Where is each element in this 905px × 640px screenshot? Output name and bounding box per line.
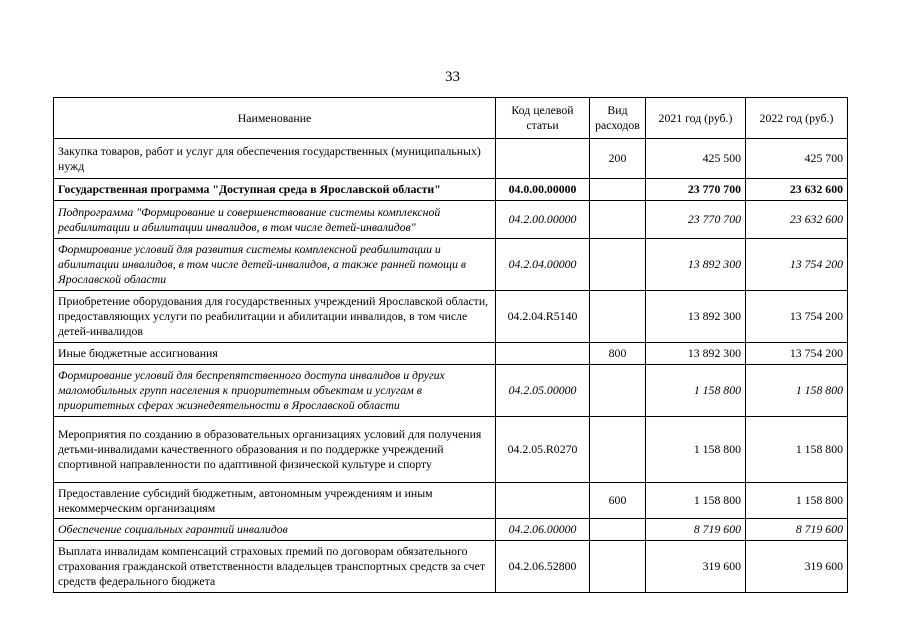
header-code: Код целевой статьи [496,98,590,139]
row-name-cell: Мероприятия по созданию в образовательных организациях условий для получения детьми-инвалидами качественного образования и по поддержке учреждений спортивной направленности по адаптивной физической культуре и спорту [54,417,496,483]
row-2021-amount-cell: 13 892 300 [646,343,746,365]
row-2021-amount-cell: 23 770 700 [646,201,746,239]
row-code-cell [496,139,590,179]
row-2022-amount-cell: 8 719 600 [746,519,848,541]
row-code-cell: 04.2.00.00000 [496,201,590,239]
page-number: 33 [445,69,460,85]
row-2021-amount-cell: 13 892 300 [646,239,746,291]
row-expense-type-cell [590,201,646,239]
row-2022-amount-cell: 319 600 [746,541,848,593]
row-2022-amount-cell: 13 754 200 [746,239,848,291]
table-row [54,343,848,365]
table-row [54,239,848,291]
row-code-cell [496,343,590,365]
row-name-cell: Закупка товаров, работ и услуг для обеспечения государственных (муниципальных) нужд [54,139,496,179]
row-2022-amount-cell: 1 158 800 [746,483,848,519]
row-code-cell: 04.2.06.52800 [496,541,590,593]
row-code-cell: 04.2.04.R5140 [496,291,590,343]
table-row [54,365,848,417]
row-expense-type-cell [590,291,646,343]
table-row [54,201,848,239]
row-2021-amount-cell: 13 892 300 [646,291,746,343]
header-year-2021: 2021 год (руб.) [646,98,746,139]
row-name-cell: Предоставление субсидий бюджетным, автономным учреждениям и иным некоммерческим организациям [54,483,496,519]
row-name-cell: Государственная программа "Доступная среда в Ярославской области" [54,179,496,201]
row-code-cell: 04.2.05.R0270 [496,417,590,483]
row-code-cell: 04.2.05.00000 [496,365,590,417]
row-2022-amount-cell: 23 632 600 [746,201,848,239]
row-code-cell [496,483,590,519]
row-name-cell: Подпрограмма "Формирование и совершенствование системы комплексной реабилитации и абилитации инвалидов, в том числе детей-инвалидов" [54,201,496,239]
row-2021-amount-cell: 1 158 800 [646,483,746,519]
budget-table [53,97,848,593]
header-expense-type: Вид расходов [590,98,646,139]
table-header-row [54,98,848,139]
row-2021-amount-cell: 8 719 600 [646,519,746,541]
table-row [54,483,848,519]
row-expense-type-cell: 600 [590,483,646,519]
row-expense-type-cell [590,541,646,593]
table-body [54,139,848,593]
table-row [54,519,848,541]
row-2021-amount-cell: 1 158 800 [646,365,746,417]
row-name-cell: Формирование условий для развития системы комплексной реабилитации и абилитации инвалидов, в том числе детей-инвалидов, а также ранней помощи в Ярославской области [54,239,496,291]
table-row [54,291,848,343]
row-expense-type-cell: 800 [590,343,646,365]
row-2021-amount-cell: 319 600 [646,541,746,593]
header-year-2022: 2022 год (руб.) [746,98,848,139]
table-row [54,179,848,201]
table-row [54,139,848,179]
row-name-cell: Приобретение оборудования для государственных учреждений Ярославской области, предоставляющих услуги по реабилитации и абилитации инвалидов, в том числе детей-инвалидов [54,291,496,343]
row-2022-amount-cell: 1 158 800 [746,365,848,417]
row-code-cell: 04.0.00.00000 [496,179,590,201]
row-expense-type-cell: 200 [590,139,646,179]
table-row [54,417,848,483]
table-row [54,541,848,593]
row-2022-amount-cell: 23 632 600 [746,179,848,201]
row-name-cell: Обеспечение социальных гарантий инвалидов [54,519,496,541]
row-expense-type-cell [590,239,646,291]
row-2021-amount-cell: 425 500 [646,139,746,179]
header-name: Наименование [54,98,496,139]
row-2021-amount-cell: 23 770 700 [646,179,746,201]
row-expense-type-cell [590,519,646,541]
row-name-cell: Формирование условий для беспрепятственного доступа инвалидов и других маломобильных групп населения к приоритетным объектам и услугам в приоритетных сферах жизнедеятельности в Ярославской области [54,365,496,417]
row-2022-amount-cell: 13 754 200 [746,291,848,343]
row-code-cell: 04.2.04.00000 [496,239,590,291]
row-expense-type-cell [590,179,646,201]
row-2022-amount-cell: 13 754 200 [746,343,848,365]
row-name-cell: Иные бюджетные ассигнования [54,343,496,365]
row-2022-amount-cell: 1 158 800 [746,417,848,483]
row-2022-amount-cell: 425 700 [746,139,848,179]
row-name-cell: Выплата инвалидам компенсаций страховых премий по договорам обязательного страхования гражданской ответственности владельцев транспортных средств за счет средств федерального бюджета [54,541,496,593]
row-expense-type-cell [590,417,646,483]
row-code-cell: 04.2.06.00000 [496,519,590,541]
row-2021-amount-cell: 1 158 800 [646,417,746,483]
row-expense-type-cell [590,365,646,417]
